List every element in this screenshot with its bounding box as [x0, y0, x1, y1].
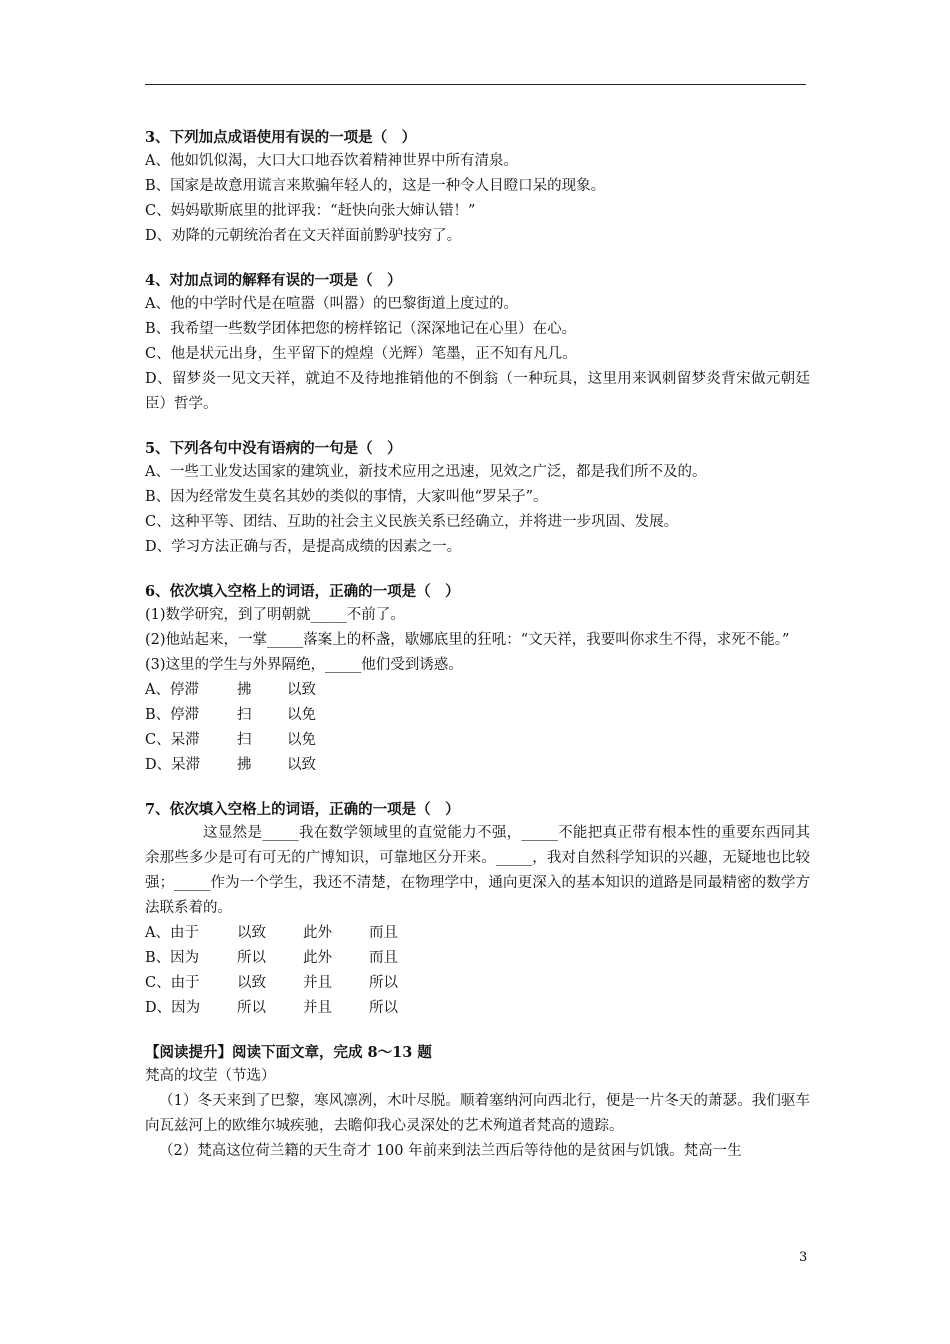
question-4-option-a: A、他的中学时代是在喧嚣（叫嚣）的巴黎街道上度过的。: [145, 296, 518, 312]
option-word: 以致: [287, 757, 316, 773]
question-4-option-c: C、他是状元出身，生平留下的煌煌（光辉）笔墨，正不知有凡几。: [145, 346, 577, 362]
option-word: 以免: [287, 707, 316, 723]
option-word: 扫: [237, 732, 252, 748]
question-3-option-b: B、国家是故意用谎言来欺骗年轻人的，这是一种令人目瞪口呆的现象。: [145, 178, 606, 194]
question-6-title: 6、依次填入空格上的词语，正确的一项是（ ）: [145, 583, 460, 600]
option-word: 所以: [369, 1000, 398, 1016]
article-paragraph-2: （2）梵高这位荷兰籍的天生奇才 100 年前来到法兰西后等待他的是贫困与饥饿。梵高一生: [159, 1143, 742, 1159]
question-4-option-d: D、留梦炎一见文天祥，就迫不及待地推销他的不倒翁（一种玩具，这里用来讽刺留梦炎背宋做元朝廷臣）哲学。: [145, 371, 810, 412]
option-word: 所以: [237, 950, 266, 966]
option-word: 此外: [303, 925, 332, 941]
article-title: 梵高的坟茔（节选）: [145, 1068, 276, 1084]
option-word: C、由于: [145, 975, 200, 991]
question-7-option-d: [145, 996, 810, 1021]
question-7-option-c: [145, 971, 810, 996]
option-word: A、停滞: [145, 682, 199, 698]
option-word: 以致: [237, 925, 266, 941]
option-word: 并且: [303, 1000, 332, 1016]
question-4-title: 4、对加点词的解释有误的一项是（ ）: [145, 272, 402, 289]
option-word: 并且: [303, 975, 332, 991]
question-6-option-a: [145, 678, 810, 703]
question-7-option-a: [145, 921, 810, 946]
option-word: C、呆滞: [145, 732, 200, 748]
option-word: D、因为: [145, 1000, 201, 1016]
document-body: [145, 126, 810, 1164]
question-5-option-a: A、一些工业发达国家的建筑业，新技术应用之迅速，见效之广泛，都是我们所不及的。: [145, 464, 707, 480]
option-word: 以致: [287, 682, 316, 698]
option-word: 此外: [303, 950, 332, 966]
question-5-title: 5、下列各句中没有语病的一句是（ ）: [145, 440, 402, 457]
option-word: 而且: [369, 925, 398, 941]
question-4-option-b: B、我希望一些数学团体把您的榜样铭记（深深地记在心里）在心。: [145, 321, 577, 337]
question-7-passage: 这显然是_____我在数学领域里的直觉能力不强，_____不能把真正带有根本性的重要东西同其余那些多少是可有可无的广博知识，可靠地区分开来。_____，我对自然科学知识的兴趣，无疑地也比较强；_____作为一个学生，我还不清楚，在物理学中，通向更深入的基本知识的道路是同最精密的数学方法联系着的。: [145, 825, 810, 916]
article-paragraph-1: （1）冬天来到了巴黎，寒风凛冽，木叶尽脱。顺着塞纳河向西北行，便是一片冬天的萧瑟。我们驱车向瓦兹河上的欧维尔城疾驰，去瞻仰我心灵深处的艺术殉道者梵高的遗踪。: [145, 1093, 810, 1134]
question-5-option-c: C、这种平等、团结、互助的社会主义民族关系已经确立，并将进一步巩固、发展。: [145, 514, 679, 530]
question-5-option-b: B、因为经常发生莫名其妙的类似的事情，大家叫他“罗呆子”。: [145, 489, 548, 505]
option-word: D、呆滞: [145, 757, 201, 773]
question-6-option-d: [145, 753, 810, 778]
option-word: 所以: [369, 975, 398, 991]
page-number: 3: [799, 1250, 808, 1265]
option-word: 拂: [237, 682, 252, 698]
reading-heading: 【阅读提升】阅读下面文章，完成 8～13 题: [145, 1044, 432, 1061]
question-6-sentence-3: (3)这里的学生与外界隔绝，_____他们受到诱惑。: [145, 657, 463, 673]
option-word: A、由于: [145, 925, 199, 941]
question-3-option-d: D、劝降的元朝统治者在文天祥面前黔驴技穷了。: [145, 228, 462, 244]
option-word: 扫: [237, 707, 252, 723]
option-word: 所以: [237, 1000, 266, 1016]
question-7-title: 7、依次填入空格上的词语，正确的一项是（ ）: [145, 801, 460, 818]
question-7-option-b: [145, 946, 810, 971]
question-5-option-d: D、学习方法正确与否，是提高成绩的因素之一。: [145, 539, 462, 555]
question-3-option-a: A、他如饥似渴，大口大口地吞饮着精神世界中所有清泉。: [145, 153, 518, 169]
question-6-option-c: [145, 728, 810, 753]
option-word: 而且: [369, 950, 398, 966]
question-6-sentence-1: (1)数学研究，到了明朝就_____不前了。: [145, 607, 405, 623]
question-6-sentence-2: (2)他站起来，一掌_____落案上的杯盏，歇娜底里的狂吼：“文天祥，我要叫你求生不得，求死不能。”: [145, 632, 790, 648]
question-3-option-c: C、妈妈歇斯底里的批评我：“赶快向张大婶认错！”: [145, 203, 476, 219]
option-word: 以致: [237, 975, 266, 991]
header-rule: [145, 84, 806, 85]
option-word: B、停滞: [145, 707, 200, 723]
option-word: B、因为: [145, 950, 200, 966]
question-3-title: 3、下列加点成语使用有误的一项是（ ）: [145, 129, 417, 146]
question-6-option-b: [145, 703, 810, 728]
option-word: 以免: [287, 732, 316, 748]
option-word: 拂: [237, 757, 252, 773]
